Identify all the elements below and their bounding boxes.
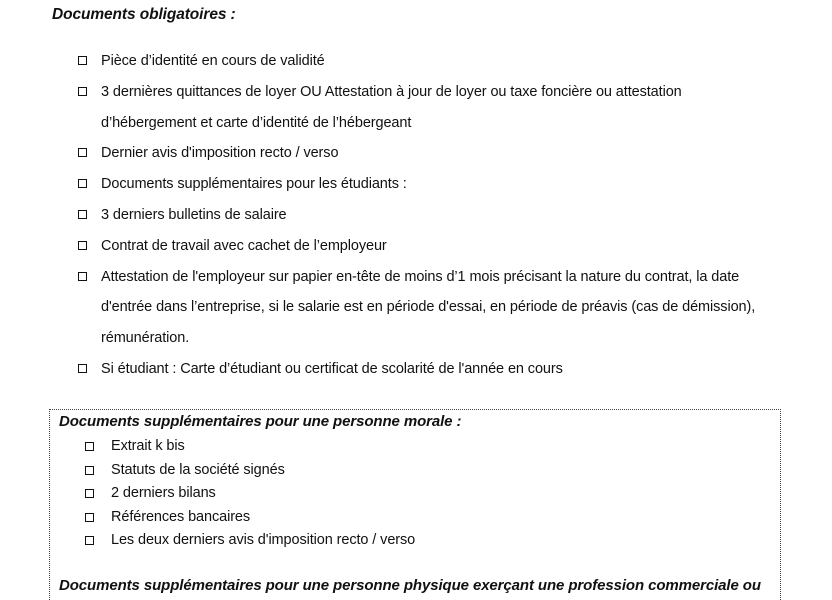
- checkbox-icon[interactable]: [78, 179, 87, 188]
- checklist-item: [83, 529, 415, 553]
- checklist-item-label: Extrait k bis: [111, 438, 185, 454]
- checkbox-icon[interactable]: [85, 513, 94, 522]
- section-heading-physical-person: Documents supplémentaires pour une personne physique exerçant une profession commerciale ou: [59, 577, 761, 594]
- checklist-item-label: Documents supplémentaires pour les étudiants :: [101, 176, 407, 193]
- checklist-item: [76, 77, 766, 139]
- checklist-item: [83, 506, 415, 530]
- checklist-item-label: Attestation de l'employeur sur papier en-tête de moins d’1 mois précisant la nature du contrat, la date d'entrée dans l’entreprise, si le salarie est en période d'essai, en période de préavis (cas de démission), rémunération.: [101, 268, 756, 347]
- checklist-item-label: Statuts de la société signés: [111, 461, 285, 478]
- supplementary-documents-frame: [49, 409, 781, 600]
- checkbox-icon[interactable]: [78, 56, 87, 65]
- checklist-item: [76, 231, 766, 262]
- checkbox-icon[interactable]: [78, 148, 87, 157]
- checklist-item-label: Références bancaires: [111, 508, 251, 525]
- checkbox-icon[interactable]: [78, 210, 87, 219]
- checkbox-icon[interactable]: [85, 536, 94, 545]
- checkbox-icon[interactable]: [85, 466, 94, 475]
- checkbox-icon[interactable]: [85, 489, 94, 498]
- checkbox-icon[interactable]: [85, 442, 94, 451]
- checklist-item-label: 2 derniers bilans: [111, 485, 216, 502]
- checklist-item: [76, 200, 766, 231]
- checklist-item-label: Les deux derniers avis d'imposition recto / verso: [111, 532, 416, 549]
- checklist-item: [83, 435, 415, 459]
- moral-person-checklist: [83, 435, 415, 553]
- checklist-item: [76, 169, 766, 200]
- checklist-item-label: 3 dernières quittances de loyer OU Attestation à jour de loyer ou taxe foncière ou attestation d’hébergement et carte d’identité de l’hébergeant: [101, 83, 682, 131]
- section-heading-mandatory-documents: Documents obligatoires :: [52, 6, 236, 23]
- checklist-item: [76, 46, 766, 77]
- checklist-item-label: Pièce d’identité en cours de validité: [101, 53, 325, 69]
- section-heading-moral-person: Documents supplémentaires pour une personne morale :: [59, 413, 462, 430]
- checkbox-icon[interactable]: [78, 87, 87, 96]
- checklist-item: [83, 482, 415, 506]
- checkbox-icon[interactable]: [78, 272, 87, 281]
- checkbox-icon[interactable]: [78, 241, 87, 250]
- checklist-item-label: Contrat de travail avec cachet de l’employeur: [101, 237, 387, 254]
- checklist-item: [76, 138, 766, 169]
- checklist-item-label: Si étudiant : Carte d’étudiant ou certificat de scolarité de l'année en cours: [101, 360, 563, 377]
- mandatory-documents-checklist: [76, 46, 766, 385]
- checklist-item: [76, 262, 766, 354]
- checklist-item: [76, 354, 766, 385]
- checkbox-icon[interactable]: [78, 364, 87, 373]
- checklist-item-label: 3 derniers bulletins de salaire: [101, 206, 287, 223]
- checklist-item: [83, 459, 415, 483]
- checklist-item-label: Dernier avis d'imposition recto / verso: [101, 145, 339, 162]
